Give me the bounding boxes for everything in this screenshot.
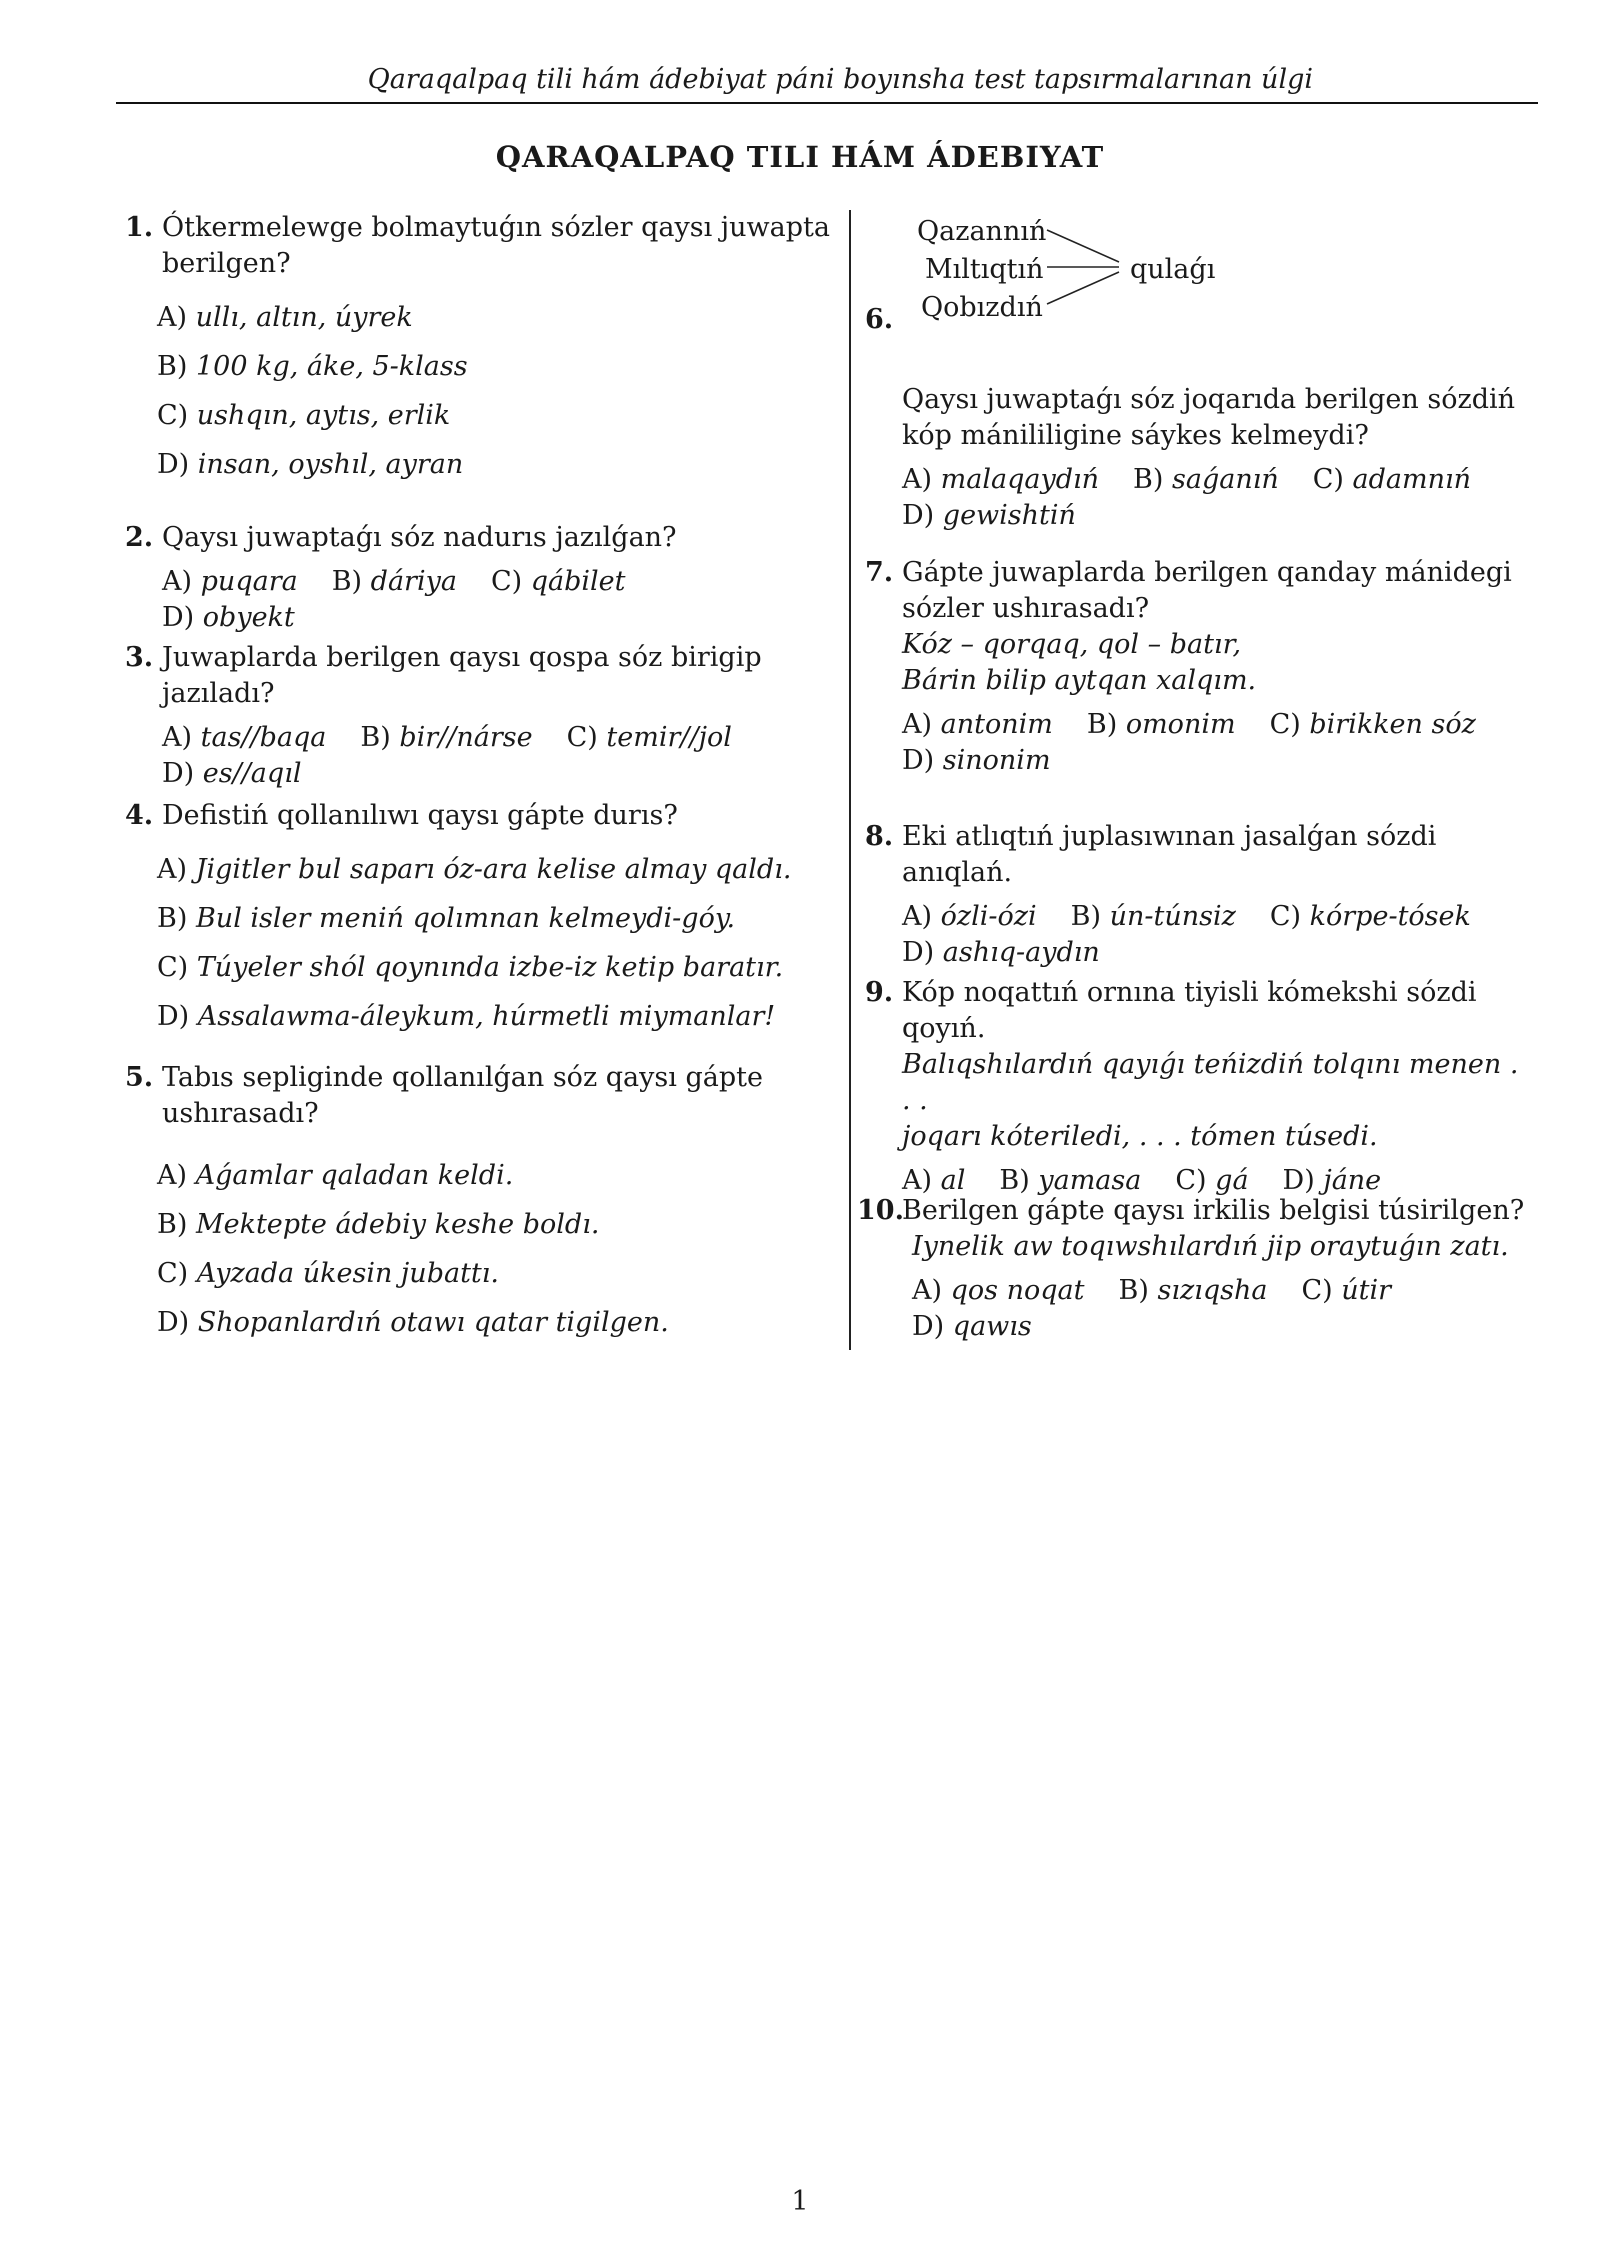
answer-option-a: A) antonim — [902, 709, 1053, 740]
answer-option-a: A) ullı, altın, úyrek — [157, 302, 413, 333]
answer-options — [125, 852, 840, 1035]
page-header — [116, 60, 1538, 104]
answer-option-b: B) dáriya — [331, 566, 457, 597]
question-number: 2. — [125, 522, 154, 553]
question-number: 1. — [125, 212, 154, 243]
left-column — [125, 210, 840, 1354]
answer-option-d: D) sinonim — [902, 745, 1051, 776]
running-title: Qaraqalpaq tili hám ádebiyat páni boyınsha test tapsırmalarınan úlgi — [367, 64, 1313, 95]
question-text: Qaysı juwaptaǵı sóz nadurıs jazılǵan? — [162, 522, 677, 553]
question-text: Ótkermelewge bolmaytuǵın sózler qaysı juwapta berilgen? — [162, 212, 830, 279]
question-2 — [125, 520, 840, 640]
question-6 — [865, 210, 1535, 555]
diagram-word-3: Qobızdıń — [921, 292, 1043, 323]
answer-option-b: B) bir//nárse — [360, 722, 533, 753]
answer-option-a: A) al — [902, 1165, 966, 1196]
answer-options — [857, 1273, 1535, 1345]
question-number: 6. — [865, 304, 894, 335]
question-number: 7. — [865, 557, 894, 588]
answer-options — [125, 300, 840, 483]
answer-option-a: A) qos noqat — [912, 1275, 1085, 1306]
right-column — [857, 210, 1535, 1345]
answer-option-d: D) Assalawma-áleykum, húrmetli miymanlar! — [157, 1001, 776, 1032]
question-number: 3. — [125, 642, 154, 673]
question-text: Berilgen gápte qaysı irkilis belgisi túsirilgen? — [902, 1195, 1525, 1226]
answer-options — [125, 564, 840, 636]
word-diagram — [865, 210, 1535, 365]
question-number: 5. — [125, 1062, 154, 1093]
answer-option-b: B) saǵanıń — [1133, 464, 1279, 495]
diagram-connector-lines — [1045, 210, 1140, 340]
answer-option-c: C) temir//jol — [566, 722, 732, 753]
question-9 — [865, 975, 1535, 1196]
example-line-1: Iynelik aw toqıwshılardıń jip oraytuǵın zatı. — [912, 1231, 1509, 1262]
answer-option-b: B) sızıqsha — [1118, 1275, 1268, 1306]
question-number: 4. — [125, 800, 154, 831]
answer-option-a: A) malaqaydıń — [902, 464, 1100, 495]
question-text: Qaysı juwaptaǵı sóz joqarıda berilgen sózdiń kóp mánililigine sáykes kelmeydi? — [902, 384, 1516, 451]
diagram-word-2: Mıltıqtıń — [925, 254, 1044, 285]
question-10 — [857, 1193, 1535, 1345]
answer-option-c: C) Ayzada úkesin jubattı. — [157, 1258, 499, 1289]
answer-option-b: B) Bul isler meniń qolımnan kelmeydi-góy. — [157, 903, 736, 934]
answer-option-a: A) puqara — [162, 566, 298, 597]
question-number: 10. — [857, 1195, 904, 1226]
example-line-1: Balıqshılardıń qayıǵı teńizdiń tolqını menen . . . — [902, 1049, 1519, 1116]
answer-option-d: D) es//aqıl — [162, 758, 302, 789]
question-number: 8. — [865, 821, 894, 852]
answer-option-c: C) kórpe-tósek — [1269, 901, 1471, 932]
answer-option-d: D) gewishtiń — [902, 500, 1076, 531]
example-line-2: joqarı kóteriledi, . . . tómen túsedi. — [902, 1121, 1378, 1152]
question-number: 9. — [865, 977, 894, 1008]
diagram-word-1: Qazannıń — [917, 216, 1047, 247]
answer-option-d: D) Shopanlardıń otawı qatar tigilgen. — [157, 1307, 669, 1338]
question-text: Tabıs sepliginde qollanılǵan sóz qaysı gápte ushırasadı? — [162, 1062, 763, 1129]
page-title: QARAQALPAQ TILI HÁM ÁDEBIYAT — [495, 140, 1105, 174]
answer-option-a: A) Aǵamlar qaladan keldi. — [157, 1160, 514, 1191]
answer-option-a: A) Jigitler bul saparı óz-ara kelise almay qaldı. — [157, 854, 792, 885]
answer-option-b: B) yamasa — [999, 1165, 1142, 1196]
answer-option-d: D) ashıq-aydın — [902, 937, 1100, 968]
question-3 — [125, 640, 840, 798]
answer-option-d: D) qawıs — [912, 1311, 1032, 1342]
answer-option-a: A) ózli-ózi — [902, 901, 1037, 932]
answer-option-d: D) obyekt — [162, 602, 295, 633]
answer-options — [865, 899, 1535, 971]
example-line-2: Bárin bilip aytqan xalqım. — [902, 665, 1257, 696]
answer-option-c: C) adamnıń — [1312, 464, 1472, 495]
diagram-word-target: qulaǵı — [1130, 254, 1216, 285]
question-1 — [125, 210, 840, 520]
answer-option-a: A) tas//baqa — [162, 722, 327, 753]
question-text: Gápte juwaplarda berilgen qanday mánidegi sózler ushırasadı? — [902, 557, 1512, 624]
answer-option-c: C) útir — [1301, 1275, 1392, 1306]
answer-option-b: B) 100 kg, áke, 5-klass — [157, 351, 468, 382]
question-text: Juwaplarda berilgen qaysı qospa sóz birigip jazıladı? — [162, 642, 762, 709]
question-text: Defistiń qollanılıwı qaysı gápte durıs? — [162, 800, 678, 831]
answer-option-b: B) ún-túnsiz — [1070, 901, 1236, 932]
answer-option-d: D) insan, oyshıl, ayran — [157, 449, 464, 480]
answer-option-c: C) gá — [1175, 1165, 1249, 1196]
answer-option-c: C) ushqın, aytıs, erlik — [157, 400, 451, 431]
question-text: Kóp noqattıń ornına tiyisli kómekshi sózdi qoyıń. — [902, 977, 1477, 1044]
question-8 — [865, 819, 1535, 975]
page-number: 1 — [791, 2186, 809, 2217]
question-4 — [125, 798, 840, 1060]
example-line-1: Kóz – qorqaq, qol – batır, — [902, 629, 1242, 660]
question-7 — [865, 555, 1535, 819]
answer-options — [125, 1158, 840, 1341]
answer-options — [865, 462, 1535, 534]
question-5 — [125, 1060, 840, 1341]
answer-option-c: C) Túyeler shól qoynında izbe-iz ketip baratır. — [157, 952, 784, 983]
answer-option-b: B) omonim — [1086, 709, 1236, 740]
column-divider — [849, 210, 851, 1350]
question-text: Eki atlıqtıń juplasıwınan jasalǵan sózdi anıqlań. — [902, 821, 1437, 888]
answer-option-b: B) Mektepte ádebiy keshe boldı. — [157, 1209, 600, 1240]
answer-option-c: C) qábilet — [490, 566, 626, 597]
answer-option-c: C) birikken sóz — [1269, 709, 1476, 740]
answer-option-d: D) jáne — [1282, 1165, 1382, 1196]
answer-options — [125, 720, 840, 792]
answer-options — [865, 707, 1535, 779]
